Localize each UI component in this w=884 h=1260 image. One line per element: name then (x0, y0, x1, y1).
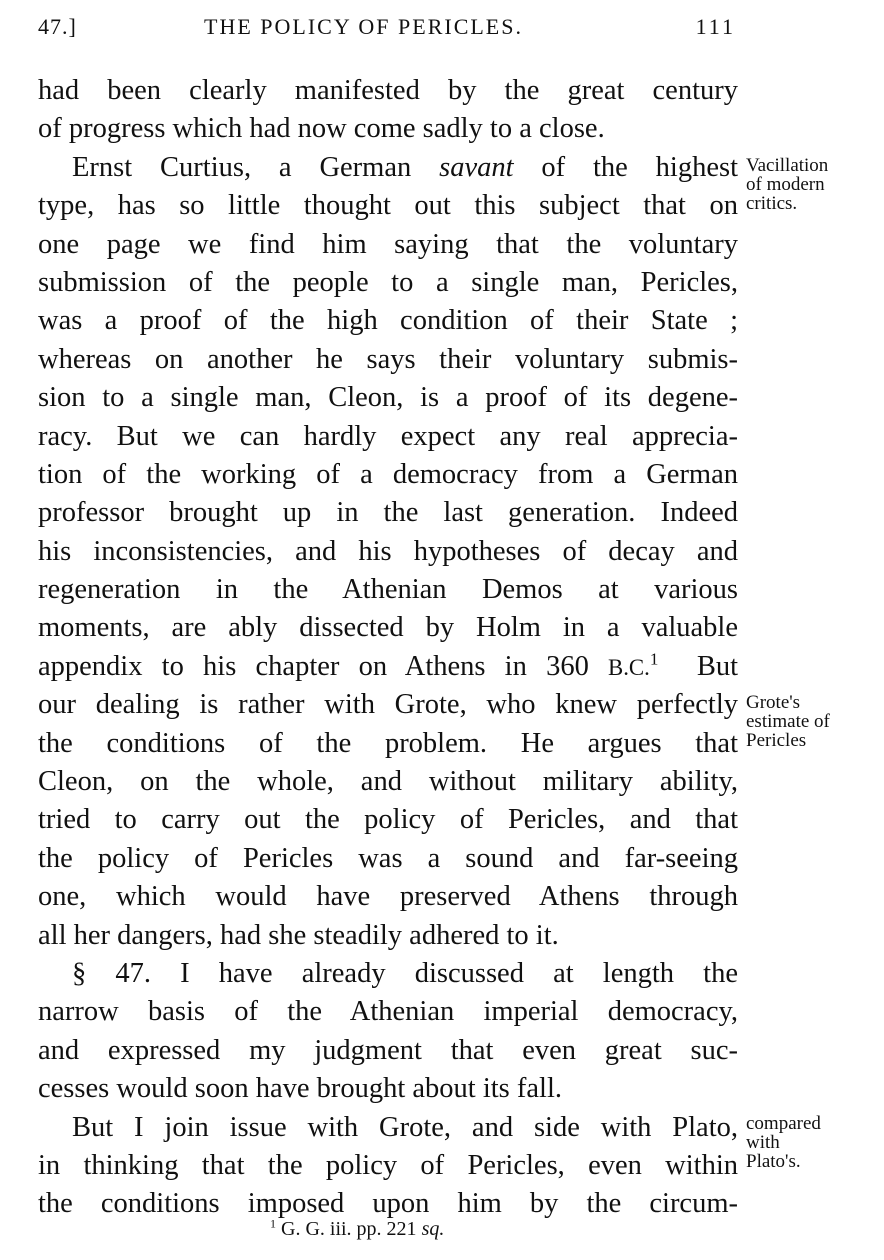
footnote-suffix: sq. (421, 1218, 445, 1240)
body-text (38, 72, 738, 1224)
text-line: the conditions of the problem. He argues that (38, 727, 738, 759)
margin-note-grote (746, 693, 830, 750)
text-line: and expressed my judgment that even great suc- (38, 1034, 738, 1066)
text-line: had been clearly manifested by the great century (38, 75, 738, 106)
text-line (38, 648, 738, 686)
line-text: of the highest (513, 151, 738, 183)
text-line: narrow basis of the Athenian imperial democracy, (38, 996, 738, 1028)
margin-note-line: Vacillation (746, 155, 829, 176)
text-line: type, has so little thought out this subject that on (38, 190, 738, 222)
margin-note-vacillation (746, 156, 828, 213)
line-text: But (658, 650, 738, 682)
text-line: cesses would soon have brought about its fall. (38, 1073, 562, 1105)
margin-note-line: Grote's (746, 692, 801, 713)
text-line (38, 149, 738, 187)
margin-note-line: critics. (746, 193, 798, 214)
text-line: tion of the working of a democracy from a German (38, 458, 738, 490)
text-line: moments, are ably dissected by Holm in a valuable (38, 612, 738, 644)
text-line: was a proof of the high condition of their State ; (38, 305, 738, 337)
footnote (270, 1218, 444, 1241)
text-line: of progress which had now come sadly to a close. (38, 113, 605, 145)
text-line: professor brought up in the last generation. Indeed (38, 497, 738, 529)
margin-note-line: of modern (746, 174, 825, 195)
text-line: the conditions imposed upon him by the circum- (38, 1188, 738, 1220)
page-number: 111 (695, 14, 736, 39)
text-line: racy. But we can hardly expect any real apprecia- (38, 420, 738, 452)
text-line: But I join issue with Grote, and side with Plato, (72, 1111, 738, 1143)
section-heading-line: § 47. I have already discussed at length the (72, 957, 738, 989)
text-line: all her dangers, had she steadily adhered to it. (38, 919, 559, 951)
footnote-text: G. G. iii. pp. 221 (281, 1218, 422, 1240)
text-line: submission of the people to a single man, Pericles, (38, 266, 738, 298)
footnote-marker: 1 (270, 1216, 276, 1231)
footnote-marker: 1 (649, 649, 659, 669)
small-caps-text: B.C. (608, 654, 650, 680)
page-title: THE POLICY OF PERICLES. (204, 14, 523, 39)
text-line: his inconsistencies, and his hypotheses of decay and (38, 535, 738, 567)
text-line: the policy of Pericles was a sound and far-seeing (38, 842, 738, 874)
italic-word: savant (439, 151, 514, 183)
line-text: appendix to his chapter on Athens in 360 (38, 650, 609, 682)
running-header (38, 14, 738, 48)
margin-note-line: Pericles (746, 730, 807, 751)
margin-note-line: compared (746, 1113, 821, 1134)
text-line: Cleon, on the whole, and without military ability, (38, 766, 738, 798)
text-line: whereas on another he says their voluntary submis- (38, 343, 738, 375)
margin-note-line: with (746, 1132, 780, 1153)
text-line: regeneration in the Athenian Demos at various (38, 574, 738, 606)
line-text: Ernst Curtius, a German (72, 151, 440, 183)
text-line: our dealing is rather with Grote, who knew perfectly (38, 689, 738, 721)
margin-note-plato (746, 1114, 821, 1171)
text-line: one, which would have preserved Athens through (38, 881, 738, 913)
text-line: sion to a single man, Cleon, is a proof of its degene- (38, 382, 738, 414)
text-line: in thinking that the policy of Pericles, even within (38, 1149, 738, 1181)
section-number: 47.] (38, 14, 77, 39)
text-line: one page we find him saying that the voluntary (38, 228, 738, 260)
margin-note-line: Plato's. (746, 1151, 801, 1172)
text-line: tried to carry out the policy of Pericles, and that (38, 804, 738, 836)
margin-note-line: estimate of (746, 711, 830, 732)
